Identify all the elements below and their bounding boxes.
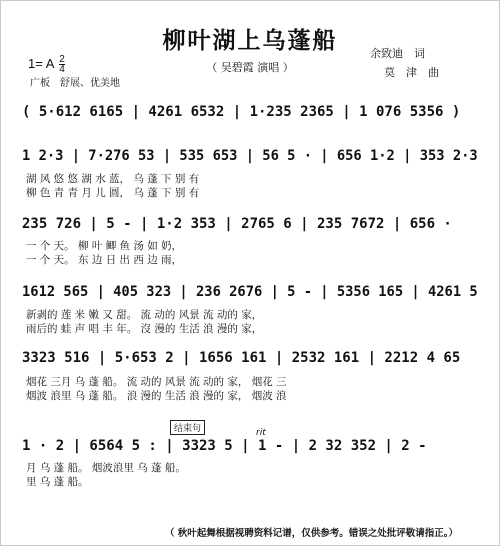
row-4-notes: 1612 565 | 405 323 | 236 2676 | 5 - | 5356 165 | 4261 5 xyxy=(22,284,478,300)
transcription-note: （ 秋叶起舞根据视聘资料记谱，仅供参考。错误之处批评敬请指正。） xyxy=(165,528,459,539)
time-top: 2 xyxy=(59,54,65,65)
singer-credit: （ 吴碧霞 演唱 ） xyxy=(206,61,294,74)
row-5-lyric-2: 烟波 浪里 乌 蓬 船。 浪 漫的 生活 浪 漫的 家， 烟波 浪 xyxy=(26,390,287,402)
row-6-lyric-2: 里 乌 蓬 船。 xyxy=(26,476,89,488)
row-4-lyric-1: 新剥的 莲 米 嫩 又 甜。 流 动的 风景 流 动的 家， xyxy=(26,309,263,321)
time-bottom: 4 xyxy=(59,64,65,75)
tempo-marking: 广板 舒展、优美地 xyxy=(30,78,120,89)
row-3-lyric-1: 一 个 天。 柳 叶 鲫 鱼 汤 如 奶， xyxy=(26,240,183,252)
row-2-lyric-2: 柳 色 青 青 月 儿 圆， 乌 蓬 下 别 有 xyxy=(26,187,200,199)
row-3-notes: 235 726 | 5 - | 1·2 353 | 2765 6 | 235 7672 | 656 · xyxy=(22,216,452,232)
key-label: 1= A xyxy=(28,55,54,71)
lyricist-credit: 余致迪 词 xyxy=(370,47,425,60)
row-4-lyric-2: 雨后的 蛙 声 唱 丰 年。 沒 漫的 生活 浪 漫的 家， xyxy=(26,323,263,335)
row-2-notes: 1 2·3 | 7·276 53 | 535 653 | 56 5 · | 656 1·2 | 353 2·3 xyxy=(22,148,478,164)
key-signature xyxy=(28,55,65,74)
row-5-notes: 3323 516 | 5·653 2 | 1656 161 | 2532 161 | 2212 4 65 xyxy=(22,350,461,366)
ending-label: 结束句 xyxy=(170,420,205,435)
song-title: 柳叶湖上乌蓬船 xyxy=(162,28,338,54)
row-5-lyric-1: 烟花 三月 乌 蓬 船。 流 动的 风景 流 动的 家， 烟花 三 xyxy=(26,376,287,388)
rit-marking: rit xyxy=(256,428,266,438)
row-6-notes: 1 · 2 | 6564 5 : | 3323 5 | 1 - | 2 32 352 | 2 - xyxy=(22,438,427,454)
row-6-lyric-1: 月 乌 蓬 船。 烟波浪里 乌 蓬 船。 xyxy=(26,462,186,474)
row-2-lyric-1: 湖 风 悠 悠 湖 水 蓝， 乌 蓬 下 别 有 xyxy=(26,173,200,185)
time-signature xyxy=(59,55,65,74)
composer-credit: 莫 津 曲 xyxy=(384,66,439,79)
row-3-lyric-2: 一 个 天。 东 边 日 出 西 边 雨， xyxy=(26,254,183,266)
row-1-notes: ( 5·612 6165 | 4261 6532 | 1·235 2365 | 1 076 5356 ) xyxy=(22,104,461,120)
